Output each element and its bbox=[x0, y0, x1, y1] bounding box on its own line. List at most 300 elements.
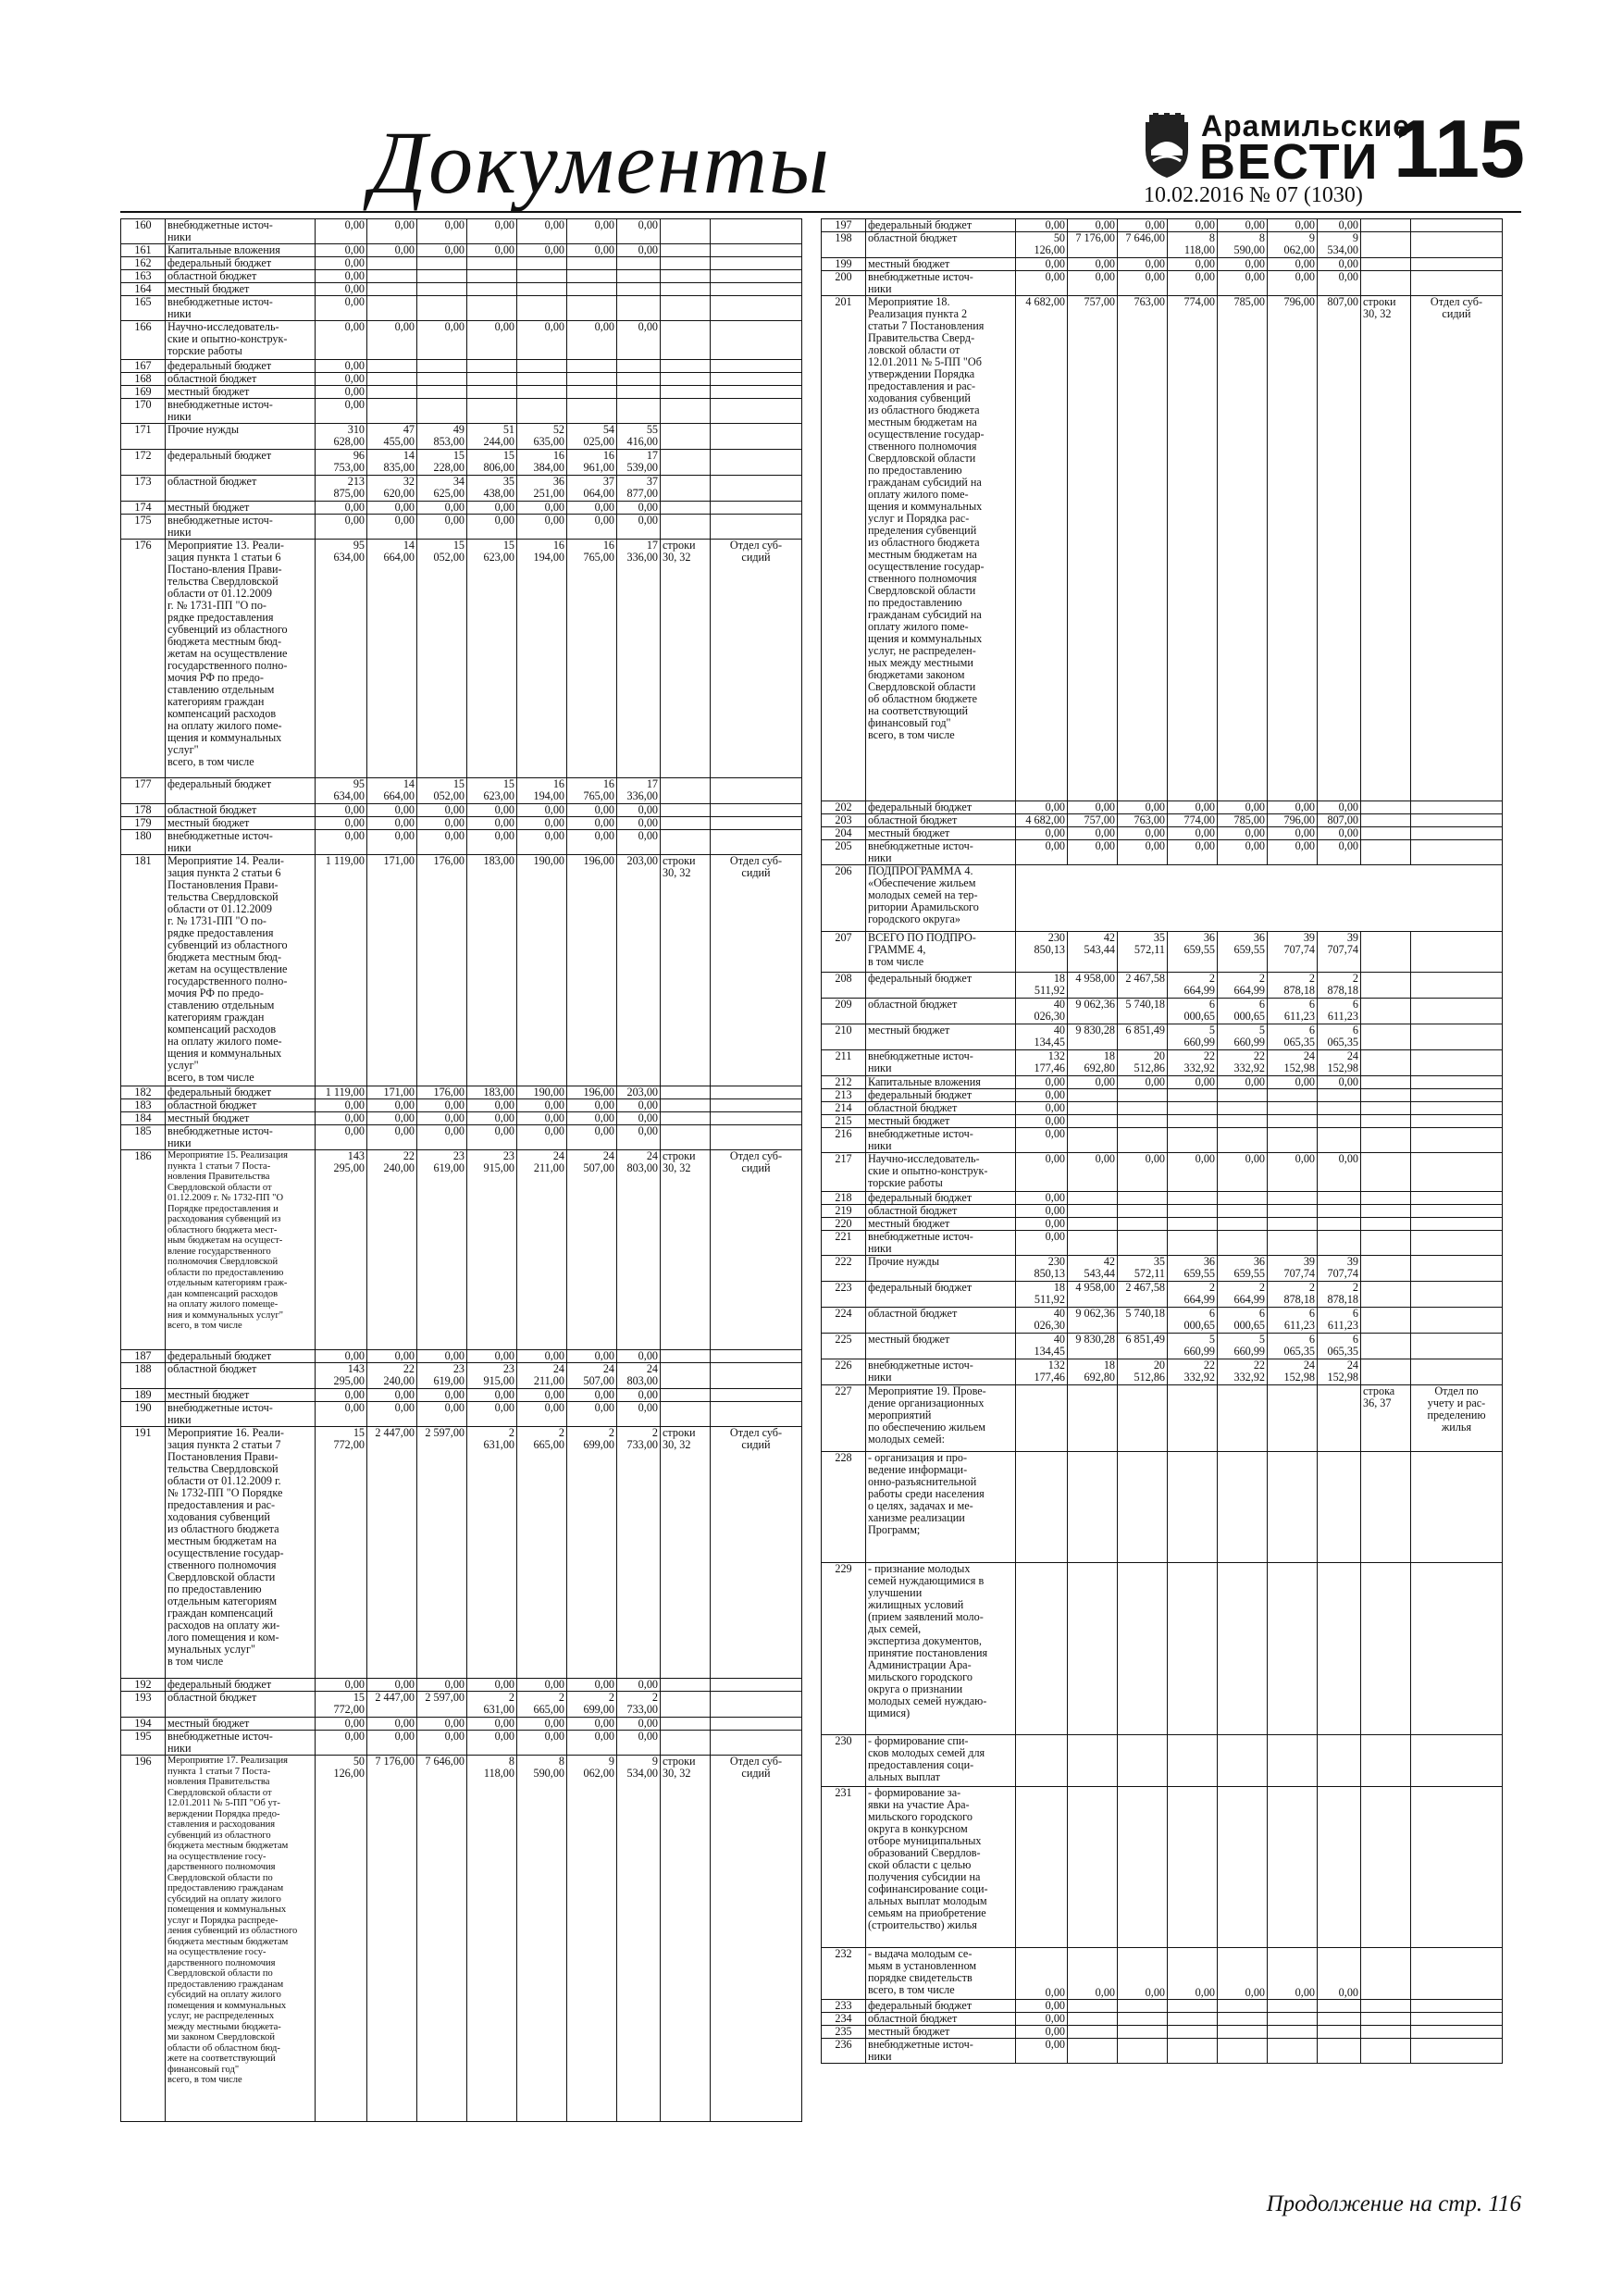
value-cell bbox=[1068, 2013, 1118, 2026]
value-cell: 0,00 bbox=[1218, 840, 1268, 865]
value-cell: 9 534,00 bbox=[617, 1756, 661, 2122]
responsible-cell bbox=[711, 515, 802, 540]
value-cell bbox=[1118, 1205, 1168, 1218]
table-row bbox=[121, 778, 802, 804]
value-cell bbox=[1016, 1787, 1068, 1948]
row-description: внебюджетные источ- ники bbox=[166, 1125, 316, 1150]
value-cell: 15 772,00 bbox=[316, 1692, 367, 1718]
value-cell: 24 507,00 bbox=[567, 1150, 617, 1350]
table-row bbox=[121, 257, 802, 270]
value-cell: 2 467,58 bbox=[1118, 973, 1168, 999]
value-cell: 310 628,00 bbox=[316, 424, 367, 450]
table-row bbox=[121, 855, 802, 1086]
value-cell: 0,00 bbox=[316, 1350, 367, 1363]
value-cell: 2 665,00 bbox=[517, 1427, 567, 1679]
responsible-cell bbox=[1411, 2039, 1503, 2064]
value-cell bbox=[1118, 2039, 1168, 2064]
value-cell: 763,00 bbox=[1118, 296, 1168, 801]
table-row bbox=[121, 1350, 802, 1363]
value-cell: 16 765,00 bbox=[567, 540, 617, 778]
target-lines-cell bbox=[661, 1112, 711, 1125]
responsible-cell: Отдел суб- сидий bbox=[1411, 296, 1503, 801]
value-cell: 0,00 bbox=[1016, 801, 1068, 814]
value-cell: 0,00 bbox=[617, 817, 661, 830]
target-lines-cell bbox=[1361, 1308, 1411, 1334]
value-cell: 22 332,92 bbox=[1168, 1359, 1218, 1385]
value-cell bbox=[1268, 1787, 1318, 1948]
responsible-cell bbox=[1411, 1735, 1503, 1787]
value-cell bbox=[617, 373, 661, 386]
value-cell bbox=[1068, 2039, 1118, 2064]
row-description: федеральный бюджет bbox=[866, 219, 1016, 232]
target-lines-cell bbox=[661, 1731, 711, 1756]
row-description: областной бюджет bbox=[166, 1692, 316, 1718]
value-cell: 0,00 bbox=[467, 1112, 517, 1125]
value-cell: 0,00 bbox=[316, 1099, 367, 1112]
table-row bbox=[822, 827, 1503, 840]
value-cell: 0,00 bbox=[617, 1389, 661, 1402]
value-cell: 0,00 bbox=[316, 296, 367, 321]
responsible-cell bbox=[711, 817, 802, 830]
value-cell: 0,00 bbox=[567, 1389, 617, 1402]
value-cell: 230 850,13 bbox=[1016, 1256, 1068, 1282]
target-lines-cell bbox=[661, 1402, 711, 1427]
row-description: местный бюджет bbox=[866, 2026, 1016, 2039]
value-cell: 0,00 bbox=[467, 1389, 517, 1402]
page-number: 115 bbox=[1394, 103, 1525, 194]
target-lines-cell bbox=[1361, 1024, 1411, 1050]
table-row bbox=[121, 502, 802, 515]
value-cell bbox=[1268, 1231, 1318, 1256]
value-cell: 24 152,98 bbox=[1318, 1050, 1361, 1076]
responsible-cell: Отдел суб- сидий bbox=[711, 855, 802, 1086]
row-number: 187 bbox=[121, 1350, 166, 1363]
table-row bbox=[121, 540, 802, 778]
responsible-cell bbox=[711, 399, 802, 424]
value-cell: 0,00 bbox=[517, 219, 567, 244]
value-cell: 0,00 bbox=[1218, 1948, 1268, 2000]
row-description: местный бюджет bbox=[866, 1024, 1016, 1050]
empty-span-cell bbox=[1016, 865, 1503, 932]
value-cell bbox=[617, 257, 661, 270]
value-cell: 796,00 bbox=[1268, 814, 1318, 827]
value-cell bbox=[1218, 1115, 1268, 1128]
value-cell bbox=[1168, 1115, 1218, 1128]
target-lines-cell bbox=[661, 244, 711, 257]
value-cell: 0,00 bbox=[1118, 840, 1168, 865]
value-cell: 0,00 bbox=[1168, 827, 1218, 840]
responsible-cell bbox=[1411, 1787, 1503, 1948]
row-description: внебюджетные источ- ники bbox=[866, 1231, 1016, 1256]
value-cell: 4 958,00 bbox=[1068, 1282, 1118, 1308]
value-cell: 0,00 bbox=[617, 1718, 661, 1731]
value-cell: 6 065,35 bbox=[1268, 1334, 1318, 1359]
table-row bbox=[822, 1102, 1503, 1115]
value-cell: 15 228,00 bbox=[417, 450, 467, 476]
value-cell bbox=[617, 296, 661, 321]
value-cell: 39 707,74 bbox=[1268, 932, 1318, 973]
value-cell: 0,00 bbox=[417, 244, 467, 257]
responsible-cell: Отдел суб- сидий bbox=[711, 1427, 802, 1679]
value-cell: 0,00 bbox=[467, 515, 517, 540]
table-row bbox=[121, 424, 802, 450]
value-cell bbox=[517, 386, 567, 399]
value-cell bbox=[1268, 1128, 1318, 1153]
table-row bbox=[822, 973, 1503, 999]
value-cell: 0,00 bbox=[367, 1731, 417, 1756]
row-number: 216 bbox=[822, 1128, 866, 1153]
value-cell bbox=[1118, 1089, 1168, 1102]
value-cell: 15 052,00 bbox=[417, 778, 467, 804]
row-number: 195 bbox=[121, 1731, 166, 1756]
value-cell: 0,00 bbox=[517, 502, 567, 515]
row-number: 207 bbox=[822, 932, 866, 973]
value-cell: 0,00 bbox=[316, 515, 367, 540]
row-description: - признание молодых семей нуждающимися в улучшении жилищных условий (прием заявлений моло- дых семей, экспертиза документов, принятие постановления Администрации Ара- мильского городского округа о признании молодых семей нуждаю- щимися) bbox=[866, 1563, 1016, 1735]
value-cell: 39 707,74 bbox=[1318, 932, 1361, 973]
value-cell bbox=[617, 386, 661, 399]
value-cell: 0,00 bbox=[367, 804, 417, 817]
value-cell: 0,00 bbox=[517, 1718, 567, 1731]
value-cell bbox=[1068, 1385, 1118, 1452]
value-cell bbox=[1268, 1192, 1318, 1205]
value-cell: 0,00 bbox=[316, 1112, 367, 1125]
value-cell bbox=[1168, 2013, 1218, 2026]
value-cell: 0,00 bbox=[617, 502, 661, 515]
table-row bbox=[822, 999, 1503, 1024]
row-description: внебюджетные источ- ники bbox=[166, 1731, 316, 1756]
responsible-cell bbox=[711, 1389, 802, 1402]
value-cell: 196,00 bbox=[567, 1086, 617, 1099]
value-cell: 5 660,99 bbox=[1218, 1334, 1268, 1359]
value-cell: 0,00 bbox=[417, 502, 467, 515]
value-cell: 0,00 bbox=[1168, 258, 1218, 271]
table-row bbox=[822, 1735, 1503, 1787]
value-cell bbox=[1118, 1231, 1168, 1256]
value-cell: 0,00 bbox=[316, 1125, 367, 1150]
value-cell: 774,00 bbox=[1168, 814, 1218, 827]
value-cell: 0,00 bbox=[1118, 219, 1168, 232]
value-cell: 35 438,00 bbox=[467, 476, 517, 502]
value-cell bbox=[1118, 1102, 1168, 1115]
value-cell: 40 134,45 bbox=[1016, 1334, 1068, 1359]
target-lines-cell bbox=[1361, 1256, 1411, 1282]
value-cell bbox=[1068, 1128, 1118, 1153]
value-cell: 0,00 bbox=[1016, 219, 1068, 232]
responsible-cell bbox=[1411, 219, 1503, 232]
value-cell bbox=[1068, 1452, 1118, 1563]
value-cell bbox=[1118, 1128, 1168, 1153]
value-cell: 2 467,58 bbox=[1118, 1282, 1168, 1308]
value-cell: 0,00 bbox=[567, 1112, 617, 1125]
value-cell: 15 623,00 bbox=[467, 778, 517, 804]
value-cell: 40 026,30 bbox=[1016, 1308, 1068, 1334]
row-description: федеральный бюджет bbox=[866, 1282, 1016, 1308]
table-row bbox=[121, 1363, 802, 1389]
value-cell: 0,00 bbox=[1068, 801, 1118, 814]
value-cell: 0,00 bbox=[367, 515, 417, 540]
value-cell bbox=[1168, 1205, 1218, 1218]
value-cell: 23 619,00 bbox=[417, 1150, 467, 1350]
responsible-cell bbox=[711, 1402, 802, 1427]
row-number: 213 bbox=[822, 1089, 866, 1102]
right-table-column bbox=[821, 218, 1503, 2064]
responsible-cell bbox=[711, 476, 802, 502]
row-description: внебюджетные источ- ники bbox=[166, 1402, 316, 1427]
value-cell bbox=[1218, 2039, 1268, 2064]
table-row bbox=[121, 270, 802, 283]
value-cell: 42 543,44 bbox=[1068, 1256, 1118, 1282]
responsible-cell: Отдел по учету и рас- пределению жилья bbox=[1411, 1385, 1503, 1452]
value-cell bbox=[1318, 1218, 1361, 1231]
row-description: Мероприятие 15. Реализация пункта 1 статьи 7 Поста- новления Правительства Свердловской области от 01.12.2009 г. № 1732-ПП "О Порядке предоставления и расходования субвенций из областного бюджета мест- ным бюджетам на осущест- вление государственного полномочия Свердловской области по предоставлению отдельным категориям граж- дан компенсаций расходов на оплату жилого помеще- ния и коммунальных услуг" всего, в том числе bbox=[166, 1150, 316, 1350]
value-cell: 23 619,00 bbox=[417, 1363, 467, 1389]
value-cell: 47 455,00 bbox=[367, 424, 417, 450]
row-number: 188 bbox=[121, 1363, 166, 1389]
value-cell: 0,00 bbox=[417, 321, 467, 360]
value-cell bbox=[1016, 1735, 1068, 1787]
target-lines-cell bbox=[1361, 1452, 1411, 1563]
value-cell: 37 877,00 bbox=[617, 476, 661, 502]
responsible-cell bbox=[711, 804, 802, 817]
value-cell: 14 835,00 bbox=[367, 450, 417, 476]
row-description: областной бюджет bbox=[866, 1102, 1016, 1115]
value-cell: 8 118,00 bbox=[467, 1756, 517, 2122]
value-cell: 0,00 bbox=[1318, 827, 1361, 840]
table-row bbox=[822, 1153, 1503, 1192]
value-cell: 40 134,45 bbox=[1016, 1024, 1068, 1050]
target-lines-cell bbox=[1361, 801, 1411, 814]
value-cell bbox=[417, 257, 467, 270]
budget-table-left bbox=[120, 218, 802, 2122]
target-lines-cell bbox=[661, 1363, 711, 1389]
value-cell: 0,00 bbox=[517, 1731, 567, 1756]
responsible-cell bbox=[1411, 1452, 1503, 1563]
value-cell: 14 664,00 bbox=[367, 778, 417, 804]
value-cell bbox=[1218, 1385, 1268, 1452]
responsible-cell bbox=[1411, 1282, 1503, 1308]
table-row bbox=[121, 244, 802, 257]
value-cell: 17 539,00 bbox=[617, 450, 661, 476]
value-cell bbox=[567, 296, 617, 321]
value-cell: 2 878,18 bbox=[1318, 973, 1361, 999]
value-cell bbox=[367, 257, 417, 270]
responsible-cell bbox=[711, 424, 802, 450]
value-cell bbox=[1118, 1192, 1168, 1205]
target-lines-cell bbox=[661, 778, 711, 804]
value-cell: 763,00 bbox=[1118, 814, 1168, 827]
responsible-cell bbox=[1411, 2000, 1503, 2013]
row-number: 191 bbox=[121, 1427, 166, 1679]
value-cell bbox=[567, 283, 617, 296]
value-cell: 0,00 bbox=[417, 817, 467, 830]
left-table-body bbox=[121, 219, 802, 2122]
target-lines-cell bbox=[1361, 1948, 1411, 2000]
table-row bbox=[121, 1389, 802, 1402]
value-cell bbox=[417, 399, 467, 424]
value-cell: 20 512,86 bbox=[1118, 1359, 1168, 1385]
table-row bbox=[121, 1402, 802, 1427]
row-number: 194 bbox=[121, 1718, 166, 1731]
table-row bbox=[121, 321, 802, 360]
row-description: внебюджетные источ- ники bbox=[866, 1050, 1016, 1076]
row-description: местный бюджет bbox=[866, 1115, 1016, 1128]
value-cell: 0,00 bbox=[617, 515, 661, 540]
value-cell: 0,00 bbox=[367, 1125, 417, 1150]
row-number: 164 bbox=[121, 283, 166, 296]
row-number: 183 bbox=[121, 1099, 166, 1112]
row-number: 231 bbox=[822, 1787, 866, 1948]
value-cell bbox=[417, 296, 467, 321]
value-cell: 203,00 bbox=[617, 855, 661, 1086]
brand-small: Арамильские bbox=[1201, 109, 1411, 143]
value-cell bbox=[1218, 2000, 1268, 2013]
value-cell: 0,00 bbox=[1016, 1218, 1068, 1231]
value-cell bbox=[1268, 1563, 1318, 1735]
value-cell: 6 611,23 bbox=[1268, 1308, 1318, 1334]
value-cell bbox=[1318, 2000, 1361, 2013]
value-cell: 49 853,00 bbox=[417, 424, 467, 450]
row-number: 168 bbox=[121, 373, 166, 386]
value-cell bbox=[1168, 1452, 1218, 1563]
value-cell bbox=[1168, 1231, 1218, 1256]
target-lines-cell bbox=[1361, 219, 1411, 232]
value-cell: 757,00 bbox=[1068, 814, 1118, 827]
value-cell: 9 062,36 bbox=[1068, 999, 1118, 1024]
value-cell: 0,00 bbox=[1068, 271, 1118, 296]
value-cell bbox=[1068, 1102, 1118, 1115]
value-cell: 0,00 bbox=[1268, 258, 1318, 271]
row-description: областной бюджет bbox=[166, 476, 316, 502]
value-cell: 0,00 bbox=[417, 1718, 467, 1731]
value-cell: 0,00 bbox=[1016, 2039, 1068, 2064]
value-cell bbox=[517, 257, 567, 270]
value-cell: 0,00 bbox=[1268, 840, 1318, 865]
table-row bbox=[822, 814, 1503, 827]
table-row bbox=[121, 283, 802, 296]
row-description: местный бюджет bbox=[166, 386, 316, 399]
responsible-cell bbox=[711, 450, 802, 476]
value-cell: 2 664,99 bbox=[1218, 973, 1268, 999]
value-cell: 6 000,65 bbox=[1218, 1308, 1268, 1334]
value-cell: 16 384,00 bbox=[517, 450, 567, 476]
value-cell: 0,00 bbox=[1016, 1948, 1068, 2000]
value-cell bbox=[467, 360, 517, 373]
table-row bbox=[121, 1718, 802, 1731]
responsible-cell bbox=[1411, 1563, 1503, 1735]
value-cell: 0,00 bbox=[567, 515, 617, 540]
value-cell: 2 597,00 bbox=[417, 1692, 467, 1718]
responsible-cell bbox=[1411, 2026, 1503, 2039]
value-cell bbox=[1318, 2039, 1361, 2064]
responsible-cell bbox=[1411, 1334, 1503, 1359]
value-cell bbox=[1118, 2026, 1168, 2039]
value-cell: 0,00 bbox=[517, 804, 567, 817]
target-lines-cell bbox=[661, 257, 711, 270]
row-number: 210 bbox=[822, 1024, 866, 1050]
value-cell: 0,00 bbox=[1016, 1153, 1068, 1192]
value-cell: 0,00 bbox=[316, 257, 367, 270]
value-cell: 0,00 bbox=[367, 1350, 417, 1363]
value-cell bbox=[1118, 1563, 1168, 1735]
row-description: федеральный бюджет bbox=[166, 450, 316, 476]
target-lines-cell bbox=[1361, 1787, 1411, 1948]
value-cell: 0,00 bbox=[316, 1402, 367, 1427]
value-cell: 0,00 bbox=[1218, 801, 1268, 814]
value-cell bbox=[1218, 1231, 1268, 1256]
value-cell: 0,00 bbox=[1168, 1076, 1218, 1089]
responsible-cell bbox=[1411, 2013, 1503, 2026]
row-number: 204 bbox=[822, 827, 866, 840]
row-number: 179 bbox=[121, 817, 166, 830]
target-lines-cell bbox=[1361, 1153, 1411, 1192]
row-number: 180 bbox=[121, 830, 166, 855]
row-number: 198 bbox=[822, 232, 866, 258]
value-cell: 6 851,49 bbox=[1118, 1334, 1168, 1359]
value-cell: 0,00 bbox=[1318, 271, 1361, 296]
value-cell: 0,00 bbox=[517, 1350, 567, 1363]
value-cell: 0,00 bbox=[1016, 1089, 1068, 1102]
responsible-cell bbox=[1411, 271, 1503, 296]
value-cell bbox=[517, 270, 567, 283]
value-cell: 230 850,13 bbox=[1016, 932, 1068, 973]
row-description: внебюджетные источ- ники bbox=[166, 399, 316, 424]
responsible-cell bbox=[1411, 1102, 1503, 1115]
value-cell bbox=[1168, 2000, 1218, 2013]
row-number: 221 bbox=[822, 1231, 866, 1256]
value-cell bbox=[367, 296, 417, 321]
row-number: 171 bbox=[121, 424, 166, 450]
row-number: 226 bbox=[822, 1359, 866, 1385]
responsible-cell bbox=[1411, 1192, 1503, 1205]
table-row bbox=[822, 1948, 1503, 2000]
row-number: 165 bbox=[121, 296, 166, 321]
value-cell bbox=[517, 283, 567, 296]
value-cell bbox=[1268, 1385, 1318, 1452]
row-description: федеральный бюджет bbox=[166, 1679, 316, 1692]
value-cell bbox=[1268, 1218, 1318, 1231]
value-cell: 0,00 bbox=[567, 244, 617, 257]
row-description: Мероприятие 13. Реали- зация пункта 1 статьи 6 Постано-вления Прави- тельства Свердловской области от 01.12.2009 г. № 1731-ПП "О по- рядке предоставления субвенций из областного бюджета местным бюд- жетам на осуществление государственного полно- мочия РФ по предо- ставлению отдельным категориям граждан компенсаций расходов на оплату жилого поме- щения и коммунальных услуг" всего, в том числе bbox=[166, 540, 316, 778]
value-cell: 0,00 bbox=[1168, 219, 1218, 232]
table-row bbox=[822, 1452, 1503, 1563]
row-number: 223 bbox=[822, 1282, 866, 1308]
value-cell: 143 295,00 bbox=[316, 1363, 367, 1389]
row-description: областной бюджет bbox=[866, 999, 1016, 1024]
value-cell: 0,00 bbox=[1268, 827, 1318, 840]
row-number: 173 bbox=[121, 476, 166, 502]
value-cell: 2 447,00 bbox=[367, 1692, 417, 1718]
table-row bbox=[121, 1679, 802, 1692]
value-cell: 9 062,00 bbox=[567, 1756, 617, 2122]
value-cell: 0,00 bbox=[1118, 271, 1168, 296]
row-description: местный бюджет bbox=[166, 502, 316, 515]
value-cell: 0,00 bbox=[367, 1099, 417, 1112]
value-cell bbox=[1318, 1102, 1361, 1115]
value-cell bbox=[1168, 1128, 1218, 1153]
value-cell bbox=[1318, 1192, 1361, 1205]
value-cell: 0,00 bbox=[1218, 1153, 1268, 1192]
table-row bbox=[822, 865, 1503, 932]
value-cell bbox=[1016, 1385, 1068, 1452]
value-cell: 22 332,92 bbox=[1168, 1050, 1218, 1076]
value-cell: 39 707,74 bbox=[1318, 1256, 1361, 1282]
responsible-cell bbox=[711, 386, 802, 399]
value-cell: 5 740,18 bbox=[1118, 1308, 1168, 1334]
value-cell: 0,00 bbox=[1016, 1115, 1068, 1128]
value-cell: 0,00 bbox=[617, 1112, 661, 1125]
target-lines-cell bbox=[1361, 814, 1411, 827]
